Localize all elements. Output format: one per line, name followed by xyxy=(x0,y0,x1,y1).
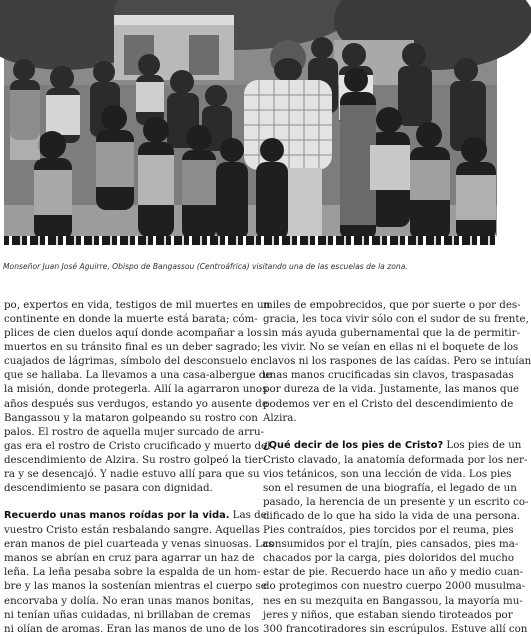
text-line: consumidos por el trajín, pies cansados, pies ma- xyxy=(263,538,519,551)
photo-border-strip xyxy=(4,236,497,245)
text-line: descendimiento se pasara con dignidad. xyxy=(4,482,213,495)
left-text-column xyxy=(4,298,274,636)
paragraph xyxy=(4,508,274,636)
paragraph xyxy=(4,298,272,495)
text-line: 300 francotiradores sin escrúpulos. Estuve allí con xyxy=(263,622,528,635)
text-line: Pies contraídos, pies torcidos por el reuma, pies xyxy=(263,524,514,537)
paragraph-gap xyxy=(263,425,501,438)
paragraph-lead-in: ¿Qué decir de los pies de Cristo? xyxy=(263,439,444,451)
text-line: sin más ayuda gubernamental que la de permitir- xyxy=(263,327,521,340)
paragraph xyxy=(263,438,529,636)
text-line: po, expertos en vida, testigos de mil muertes en un xyxy=(4,299,271,311)
school-visit-photo xyxy=(4,0,497,240)
text-line: clavos ni los raspones de las caídas. Pero se intuían xyxy=(263,355,531,368)
text-line: ra y se desencajó. Y nadie estuvo allí para que su xyxy=(4,467,260,480)
text-line: continente en donde la muerte está barata; cóm- xyxy=(4,313,258,326)
text-line: bre y las manos la sostenían mientras el cuerpo se xyxy=(4,580,267,593)
lead-line-rest: Los pies de un xyxy=(443,438,522,451)
text-line: gracia, les toca vivir sólo con el sudor de su frente, xyxy=(263,313,529,326)
text-line: palos. El rostro de aquella mujer surcado de arru- xyxy=(4,425,265,438)
text-line: nes en su mezquita en Bangassou, la mayoría mu- xyxy=(263,594,523,607)
text-line xyxy=(263,438,522,453)
text-line: gas era el rostro de Cristo crucificado y muerto del xyxy=(4,439,271,452)
text-line: muertos en su tránsito final es un deber sagrado; xyxy=(4,341,261,354)
text-line: Alzira. xyxy=(263,411,297,424)
text-line: son el resumen de una biografía, el legado de un xyxy=(263,481,517,494)
text-line: encorvaba y dolía. No eran unas manos bonitas, xyxy=(4,594,254,607)
text-line: plices de cien duelos aquí donde acompañar a los xyxy=(4,327,262,340)
text-line: pasado, la herencia de un presente y un escrito co- xyxy=(263,496,529,509)
text-line: cuajados de lágrimas, símbolo del desconsuelo en xyxy=(4,355,264,368)
text-line: vuestro Cristo están resbalando sangre. Aquellas xyxy=(4,524,260,537)
text-line: podemos ver en el Cristo del descendimiento de xyxy=(263,397,514,410)
text-line: la misión, donde protegerla. Allí la agarraron unos xyxy=(4,383,268,396)
text-line: Bangassou y la mataron golpeando su rostro con xyxy=(4,411,258,424)
text-line: vios tetánicos, son una lección de vida. Los pies xyxy=(263,467,512,480)
text-line: años después sus verdugos, estando yo ausente de xyxy=(4,397,268,410)
text-line: que se hallaba. La llevamos a una casa-albergue de xyxy=(4,369,272,382)
text-line: miles de empobrecidos, que por suerte o por des- xyxy=(263,299,521,311)
text-line: les vivir. No se veían en ellas ni el boquete de los xyxy=(263,341,519,354)
text-line: Cristo clavado, la anatomía deformada por los ner- xyxy=(263,453,528,466)
text-line: do protegimos con nuestro cuerpo 2000 musulma- xyxy=(263,580,526,593)
text-line: eran manos de piel cuarteada y venas sinuosas. Las xyxy=(4,538,274,551)
photo-caption: Monseñor Juan José Aguirre, Obispo de Bangassou (Centroáfrica) visitando una de las escuelas de la zona. xyxy=(3,262,408,271)
text-line: estar de pie. Recuerdo hace un año y medio cuan- xyxy=(263,566,524,579)
text-line: chacados por la carga, pies doloridos del mucho xyxy=(263,552,515,565)
text-line: unas manos crucificadas sin clavos, traspasadas xyxy=(263,369,514,382)
text-line: jeres y niños, que estaban siendo tiroteados por xyxy=(263,608,513,621)
text-line: por dureza de la vida. Justamente, las manos que xyxy=(263,383,520,396)
paragraph-gap xyxy=(4,495,242,508)
text-line: descendimiento de Alzira. Su rostro golpeó la tier- xyxy=(4,453,267,466)
text-line: ni olían de aromas. Eran las manos de uno de los xyxy=(4,622,260,635)
text-line: ni tenían uñas cuidadas, ni brillaban de cremas xyxy=(4,608,251,621)
right-text-column xyxy=(263,298,531,636)
paragraph-lead-in: Recuerdo unas manos roídas por la vida. xyxy=(4,510,230,522)
lead-line-rest: Las de xyxy=(229,509,267,522)
text-line: leña. La leña pesaba sobre la espalda de un hom- xyxy=(4,566,261,579)
text-line xyxy=(4,508,267,523)
text-line: manos se abrían en cruz para agarrar un haz de xyxy=(4,552,255,565)
text-line: dificado de lo que ha sido la vida de una persona. xyxy=(263,510,521,523)
paragraph xyxy=(263,298,531,425)
